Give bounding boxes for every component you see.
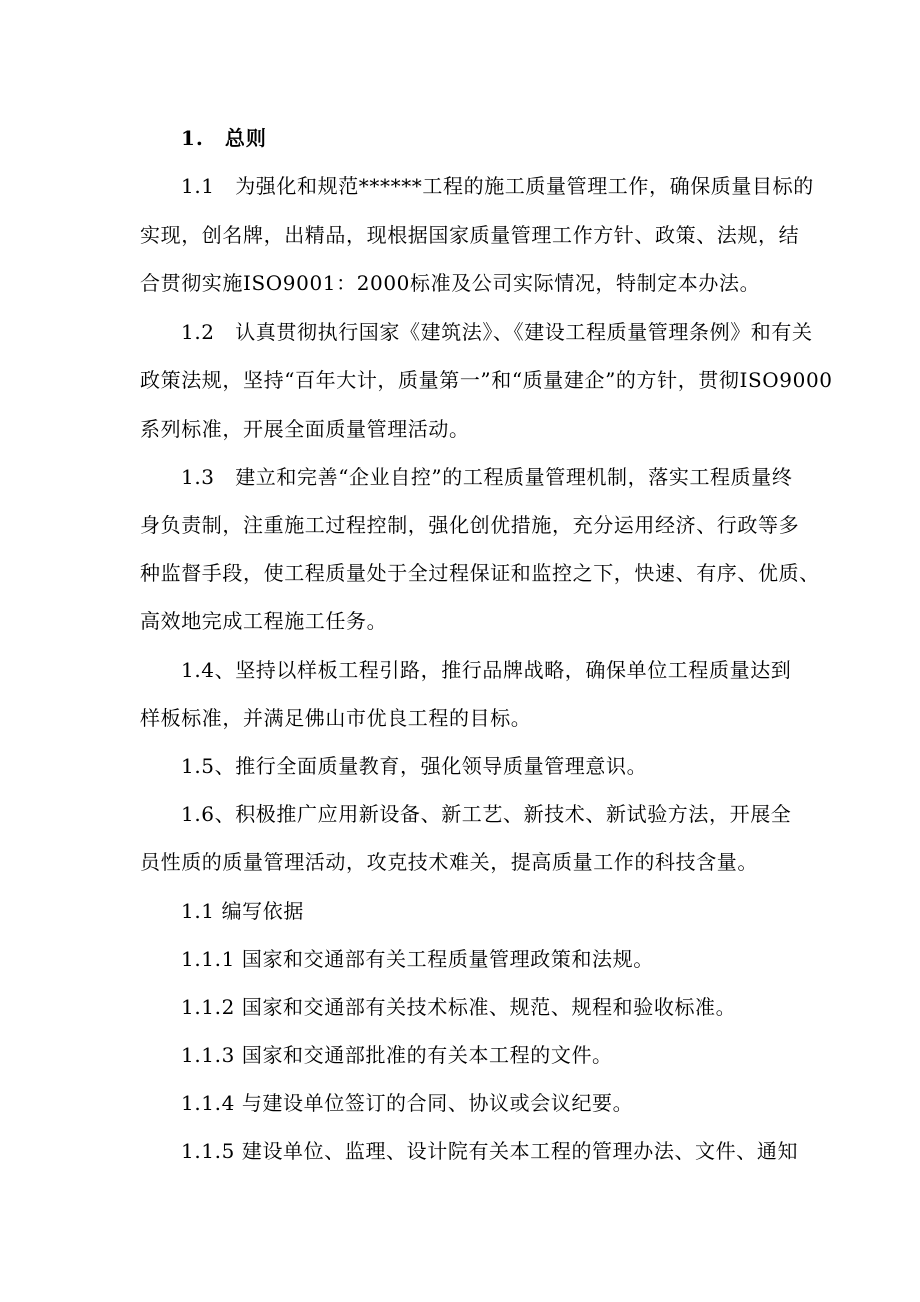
paragraph-1-1-line-3: 合贯彻实施ISO9001：2000标准及公司实际情况，特制定本办法。 — [140, 271, 761, 295]
item-1-1-4: 1.1.4 与建设单位签订的合同、协议或会议纪要。 — [181, 1091, 634, 1115]
paragraph-1-6-line-2: 员性质的质量管理活动，攻克技术难关，提高质量工作的科技含量。 — [140, 850, 758, 874]
paragraph-1-3-line-4: 高效地完成工程施工任务。 — [140, 609, 388, 633]
item-1-1-1: 1.1.1 国家和交通部有关工程质量管理政策和法规。 — [181, 947, 654, 971]
section-heading: 1. 总则 — [181, 126, 267, 150]
paragraph-1-2-line-2: 政策法规，坚持“百年大计，质量第一”和“质量建企”的方针，贯彻ISO9000 — [140, 368, 833, 392]
paragraph-1-4-line-2: 样板标准，并满足佛山市优良工程的目标。 — [140, 706, 532, 730]
item-1-1-5: 1.1.5 建设单位、监理、设计院有关本工程的管理办法、文件、通知 — [181, 1139, 799, 1163]
subsection-1-1-heading: 1.1 编写依据 — [181, 899, 304, 923]
paragraph-1-6-line-1: 1.6、积极推广应用新设备、新工艺、新技术、新试验方法，开展全 — [181, 802, 792, 826]
paragraph-1-2-line-1: 1.2 认真贯彻执行国家《建筑法》、《建设工程质量管理条例》和有关 — [181, 320, 813, 344]
paragraph-1-3-line-3: 种监督手段，使工程质量处于全过程保证和监控之下，快速、有序、优质、 — [140, 561, 820, 585]
paragraph-1-5-line-1: 1.5、推行全面质量教育，强化领导质量管理意识。 — [181, 754, 648, 778]
paragraph-1-1-line-2: 实现，创名牌，出精品，现根据国家质量管理工作方针、政策、法规，结 — [140, 223, 800, 247]
item-1-1-3: 1.1.3 国家和交通部批准的有关本工程的文件。 — [181, 1043, 613, 1067]
item-1-1-2: 1.1.2 国家和交通部有关技术标准、规范、规程和验收标准。 — [181, 995, 737, 1019]
paragraph-1-2-line-3: 系列标准，开展全面质量管理活动。 — [140, 417, 470, 441]
paragraph-1-3-line-2: 身负责制，注重施工过程控制，强化创优措施，充分运用经济、行政等多 — [140, 513, 800, 537]
paragraph-1-1-line-1: 1.1 为强化和规范******工程的施工质量管理工作，确保质量目标的 — [181, 174, 814, 198]
paragraph-1-3-line-1: 1.3 建立和完善“企业自控”的工程质量管理机制，落实工程质量终 — [181, 465, 793, 489]
paragraph-1-4-line-1: 1.4、坚持以样板工程引路，推行品牌战略，确保单位工程质量达到 — [181, 658, 792, 682]
